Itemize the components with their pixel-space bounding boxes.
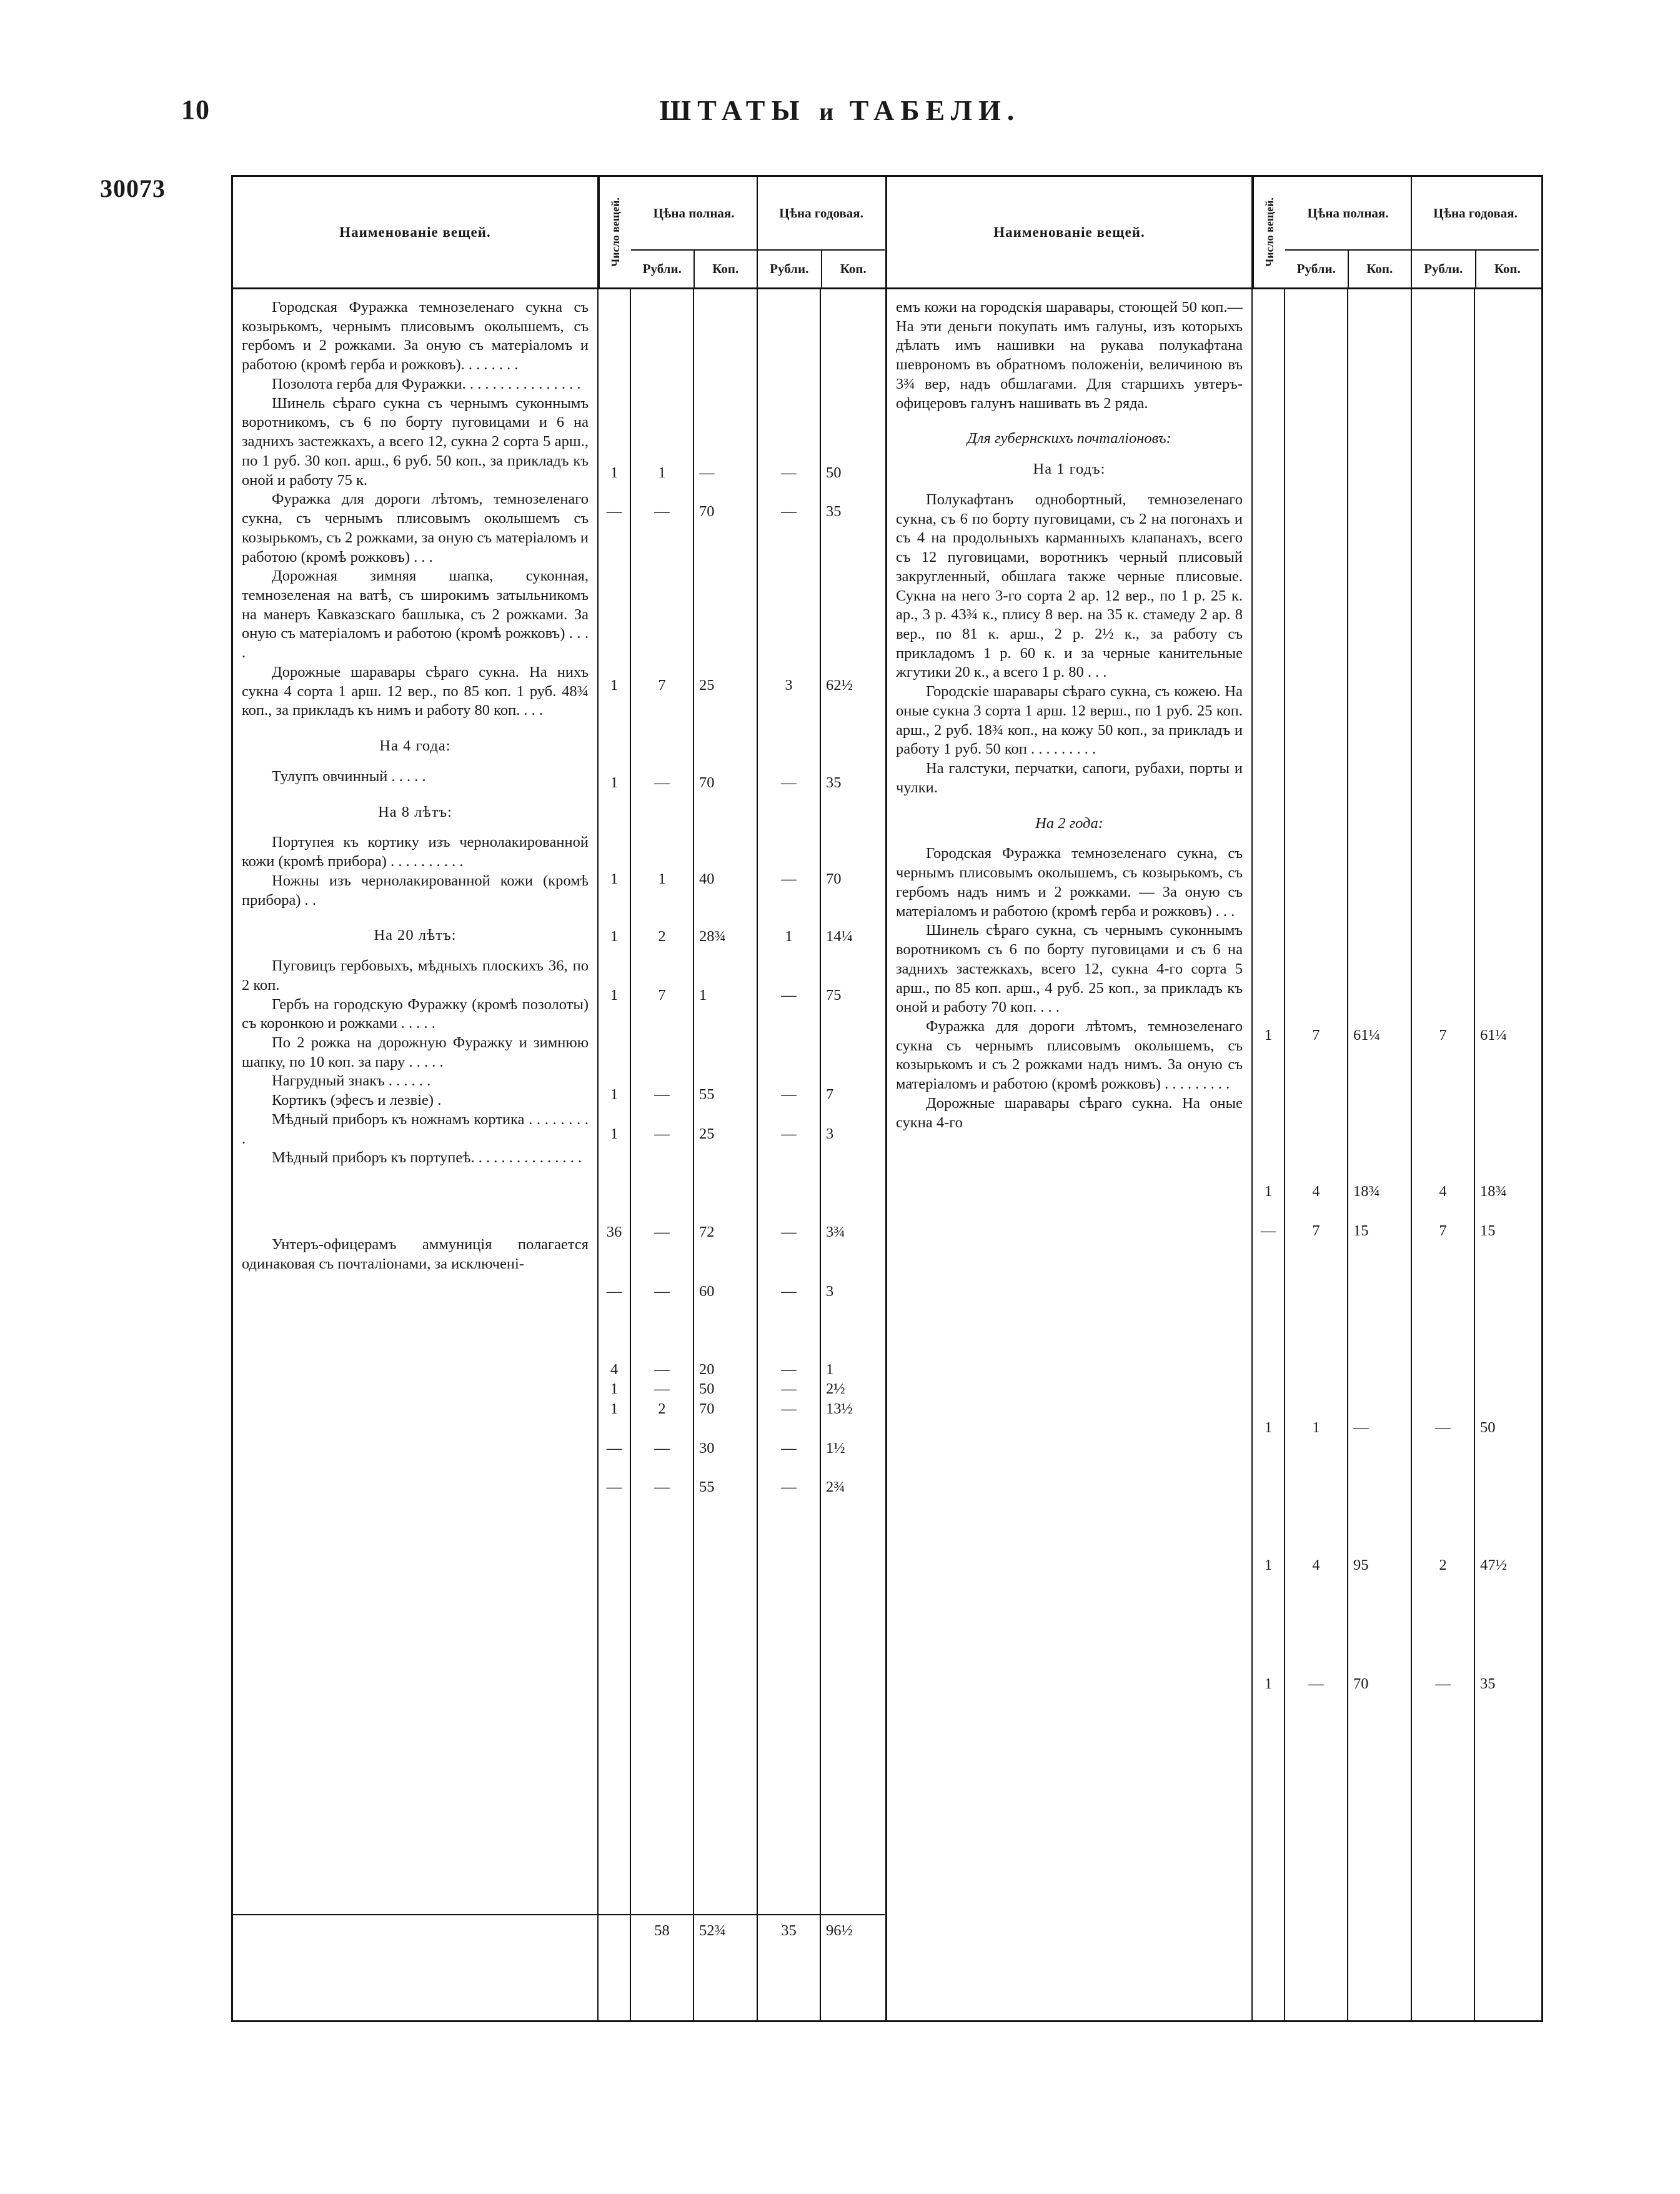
list-item: Дорожная зимняя шапка, суконная, темнозеленая на ватѣ, съ широкимъ затыльникомъ на манеръ Кавказскаго башлыка, съ 2 рожками. За оную съ матеріаломъ и работою (кромѣ рожковъ) . . . . xyxy=(242,567,589,662)
cell-count: 1 xyxy=(1264,1675,1273,1692)
cell-kop-year: 35 xyxy=(826,774,842,791)
cell-count: 1 xyxy=(1264,1419,1273,1436)
left-count-column xyxy=(599,289,631,2020)
cell-rub-year: — xyxy=(781,1086,797,1103)
cell-rub-year: 7 xyxy=(1439,1222,1447,1239)
cell-rub-year: 7 xyxy=(1439,1027,1447,1044)
cell-rub-full: — xyxy=(654,1125,670,1142)
cell-count: 1 xyxy=(610,464,619,481)
cell-rub-year: 4 xyxy=(1439,1183,1447,1200)
cell-kop-full: 25 xyxy=(699,677,715,694)
left-text-column xyxy=(233,289,599,2020)
cell-rub-full: — xyxy=(654,1224,670,1240)
list-item: Мѣдный приборъ къ ножнамъ кортика . . . . . . . . . xyxy=(242,1110,589,1147)
cell-rub-year: 1 xyxy=(785,928,793,945)
cell-count: — xyxy=(606,1478,622,1495)
cell-kop-year: 47½ xyxy=(1480,1557,1507,1573)
cell-count: — xyxy=(606,1283,622,1300)
cell-rub-year: — xyxy=(781,1380,797,1397)
column-header-name-left: Наименованіе вещей. xyxy=(233,177,599,287)
cell-kop-year: 18¾ xyxy=(1480,1183,1507,1200)
list-item: Кортикъ (эфесъ и лезвіе) . xyxy=(272,1092,442,1109)
cell-kop-full: 40 xyxy=(699,870,715,887)
cell-rub-full: — xyxy=(654,1380,670,1397)
cell-kop-year: 70 xyxy=(826,870,842,887)
list-item: Мѣдный приборъ къ портупеѣ. . . . . . . . . . . . . . . xyxy=(272,1149,582,1167)
cell-kop-full: 55 xyxy=(699,1086,715,1103)
cell-kop-full: — xyxy=(699,464,715,481)
table-left-half xyxy=(233,177,887,2020)
section-title: Для губернскихъ почталіоновъ: xyxy=(967,430,1171,447)
cell-rub-year: — xyxy=(1435,1419,1451,1436)
cell-kop-year: 1 xyxy=(826,1361,834,1378)
list-item: Шинель сѣраго сукна съ чернымъ суконнымъ воротникомъ, съ 6 по борту пуговицами и 6 на заднихъ застежкахъ, а всего 12, сукна 2 сорта 5 арш., по 1 руб. 30 коп. арш., 6 руб. 50 коп., за прикладъ къ оной и работу 75 к. xyxy=(242,394,589,489)
cell-count: — xyxy=(606,503,622,520)
left-kop-full-column xyxy=(694,289,758,2020)
list-item: Городская Фуражка темнозеленаго сукна съ козырькомъ, чернымъ плисовымъ околышемъ, съ гербомъ и 2 рожками. За оную съ матеріаломъ и работою (кромѣ герба и рожковъ). . . . . . . . xyxy=(242,299,589,374)
price-year-label-left: Цѣна годовая. xyxy=(758,177,885,251)
price-year-label-right: Цѣна годовая. xyxy=(1412,177,1539,251)
cell-rub-year: — xyxy=(781,774,797,791)
cell-rub-full: — xyxy=(654,1361,670,1378)
right-count-column xyxy=(1253,289,1285,2020)
cell-rub-full: — xyxy=(654,774,670,791)
cell-kop-full: 18¾ xyxy=(1353,1183,1380,1200)
cell-kop-full: 28¾ xyxy=(699,928,726,945)
left-rub-year-column xyxy=(758,289,821,2020)
cell-kop-full: 50 xyxy=(699,1380,715,1397)
cell-count: 1 xyxy=(610,677,619,694)
cell-rub-year: — xyxy=(781,1283,797,1300)
list-item: Пуговицъ гербовыхъ, мѣдныхъ плоскихъ 36, по 2 коп. xyxy=(242,957,589,994)
cell-rub-year: — xyxy=(781,1224,797,1240)
subheading-8-years: На 8 лѣтъ: xyxy=(378,803,452,820)
right-rub-full-column xyxy=(1285,289,1348,2020)
page-title-second: ТАБЕЛИ. xyxy=(849,94,1021,126)
cell-kop-year: 2½ xyxy=(826,1380,845,1397)
column-header-price-year-right xyxy=(1412,177,1539,287)
table-body-left xyxy=(233,289,885,2020)
price-full-rub-right: Рубли. xyxy=(1285,251,1349,287)
cell-count: 1 xyxy=(610,1400,619,1417)
table-right-half xyxy=(887,177,1541,2020)
cell-kop-full: 61¼ xyxy=(1353,1027,1380,1044)
cell-rub-full: 2 xyxy=(658,1400,666,1417)
list-item: Фуражка для дороги лѣтомъ, темнозеленаго сукна съ чернымъ плисовымъ околышемъ, съ козырькомъ и съ 2 рожками надъ нимъ. За оную съ матеріаломъ и работою (кромѣ рожковъ) . . . . . . . . . xyxy=(896,1017,1243,1093)
list-item: Дорожные шаравары сѣраго сукна. На нихъ сукна 4 сорта 1 арш. 12 вер., по 85 коп. 1 руб. 48¾ коп., за прикладъ къ нимъ и работу 80 коп. . . . xyxy=(242,663,589,719)
left-rub-full-column xyxy=(631,289,694,2020)
list-item: На галстуки, перчатки, сапоги, рубахи, порты и чулки. xyxy=(896,760,1243,796)
total-kop-year: 96½ xyxy=(826,1922,853,1939)
cell-rub-full: — xyxy=(1308,1675,1324,1692)
cell-kop-full: 60 xyxy=(699,1283,715,1300)
cell-rub-year: — xyxy=(781,1361,797,1378)
column-header-count-left: Число вещей. xyxy=(599,177,631,287)
price-full-label-right: Цѣна полная. xyxy=(1285,177,1411,251)
cell-rub-full: 2 xyxy=(658,928,666,945)
cell-kop-year: 75 xyxy=(826,987,842,1004)
cell-rub-full: 7 xyxy=(658,987,666,1004)
cell-kop-full: 95 xyxy=(1353,1557,1369,1573)
cell-kop-full: 70 xyxy=(699,1400,715,1417)
cell-kop-full: 72 xyxy=(699,1224,715,1240)
cell-rub-full: 1 xyxy=(1312,1419,1320,1436)
cell-rub-year: — xyxy=(781,503,797,520)
list-item: Городская Фуражка темнозеленаго сукна, съ чернымъ плисовымъ околышемъ, съ козырькомъ, съ гербомъ надъ нимъ и 2 рожками. — За оную съ матеріаломъ и работою (кромѣ герба и рожковъ) . . . xyxy=(896,845,1243,920)
cell-rub-year: — xyxy=(1435,1675,1451,1692)
cell-kop-year: 50 xyxy=(1480,1419,1496,1436)
cell-rub-year: — xyxy=(781,1440,797,1457)
list-item: Тулупъ овчинный . . . . . xyxy=(272,767,426,785)
cell-rub-full: 4 xyxy=(1312,1557,1320,1573)
price-full-kop-left: Коп. xyxy=(712,261,739,276)
total-rub-year: 35 xyxy=(781,1922,797,1939)
price-full-kop-right: Коп. xyxy=(1366,261,1393,276)
list-item: Портупея къ кортику изъ чернолакированной кожи (кромѣ прибора) . . . . . . . . . . xyxy=(242,834,589,870)
cell-count: — xyxy=(1260,1222,1276,1239)
price-year-kop-left: Коп. xyxy=(840,261,867,276)
column-header-price-full-right xyxy=(1285,177,1412,287)
table-header-left xyxy=(233,177,885,289)
right-text-column xyxy=(887,289,1253,2020)
right-rub-year-column xyxy=(1412,289,1475,2020)
cell-kop-year: 35 xyxy=(826,503,842,520)
list-item: Шинель сѣраго сукна, съ чернымъ суконнымъ воротникомъ съ 6 по борту пуговицами и съ 6 на заднихъ застежкахъ, всего 12, сукна 4-го сорта 5 арш., по 85 коп. арш., 4 руб. 25 коп., за прикладъ къ оной и работу 70 коп. . . . xyxy=(896,922,1243,1016)
cell-rub-year: — xyxy=(781,1125,797,1142)
cell-kop-year: 1½ xyxy=(826,1440,845,1457)
cell-count: 1 xyxy=(610,1086,619,1103)
list-item: Городскіе шаравары сѣраго сукна, съ кожею. На оные сукна 3 сорта 1 арш. 12 верш., по 1 руб. 25 коп. арш., 2 руб. 18¾ коп., на кожу 50 коп., за прикладъ и работу 1 руб. 50 коп . . . . . . . . . xyxy=(896,683,1243,758)
cell-kop-year: 3 xyxy=(826,1283,834,1300)
cell-rub-year: — xyxy=(781,987,797,1004)
continuation-paragraph: емъ кожи на городскія шаравары, стоющей 50 коп.—На эти деньги покупать имъ галуны, изъ которыхъ дѣлать имъ нашивки на рукава полукафтана шеврономъ въ обратномъ положеніи, величиною въ 3¾ вер, надъ обшлагами. Для старшихъ увтеръ-офицеровъ галунъ нашивать въ 2 ряда. xyxy=(896,299,1243,412)
cell-kop-year: 61¼ xyxy=(1480,1027,1507,1044)
cell-count: 1 xyxy=(1264,1027,1273,1044)
right-kop-full-column xyxy=(1348,289,1412,2020)
cell-kop-full: 15 xyxy=(1353,1222,1369,1239)
cell-count: 1 xyxy=(1264,1183,1273,1200)
list-item: Ножны изъ чернолакированной кожи (кромѣ прибора) . . xyxy=(242,872,589,909)
list-item: Позолота герба для Фуражки. . . . . . . . . . . . . . . . xyxy=(272,375,581,392)
price-full-rub-left: Рубли. xyxy=(631,251,695,287)
cell-kop-full: 30 xyxy=(699,1440,715,1457)
subheading-4-years: На 4 года: xyxy=(379,737,451,755)
cell-rub-full: — xyxy=(654,1478,670,1495)
cell-kop-full: 20 xyxy=(699,1361,715,1378)
page-title-conjunction: и xyxy=(819,97,837,126)
page-header xyxy=(0,94,1680,137)
list-item: Полукафтанъ однобортный, темнозеленаго сукна, съ 6 по борту пуговицами, съ 2 на погонахъ и съ 4 на продольныхъ карманныхъ клапанахъ, всего съ 12 пуговицами, воротникъ черный плисовый закругленный, обшлага также черные плисовые. Сукна на него 3-го сорта 2 ар. 12 вер., по 1 р. 25 к. ар., 3 р. 43¾ к., плису 8 вер. на 35 к. стамеду 2 ар. 8 вер., по 81 к. арш., 2 р. 2½ к., за работу съ прикладомъ 1 р. 60 к. и за черные канительные жгутики 20 к., а всего 1 р. 80 . . . xyxy=(896,491,1243,681)
cell-rub-full: — xyxy=(654,1440,670,1457)
list-item: Фуражка для дороги лѣтомъ, темнозеленаго сукна, съ чернымъ плисовымъ околышемъ съ козырькомъ, съ 2 рожками, за оную съ матеріаломъ и работою (кромѣ рожковъ) . . . xyxy=(242,491,589,566)
cell-kop-year: 14¼ xyxy=(826,928,853,945)
cell-rub-full: — xyxy=(654,1086,670,1103)
cell-kop-year: 35 xyxy=(1480,1675,1496,1692)
cell-kop-year: 15 xyxy=(1480,1222,1496,1239)
continuation-tail: Дорожные шаравары сѣраго сукна. На оные сукна 4-го xyxy=(896,1094,1243,1131)
cell-rub-year: — xyxy=(781,870,797,887)
cell-kop-year: 7 xyxy=(826,1086,834,1103)
cell-rub-year: 3 xyxy=(785,677,793,694)
list-item: По 2 рожка на дорожную Фуражку и зимнюю шапку, по 10 коп. за пару . . . . . xyxy=(242,1034,589,1070)
cell-rub-full: 1 xyxy=(658,464,666,481)
table-body-right xyxy=(887,289,1541,2020)
folio-number: 10 xyxy=(181,94,210,125)
column-header-count-right: Число вещей. xyxy=(1253,177,1285,287)
cell-count: 1 xyxy=(610,870,619,887)
footnote-text: Унтеръ-офицерамъ аммуниція полагается одинаковая съ почталіонами, за исключені- xyxy=(242,1236,589,1272)
price-year-kop-right: Коп. xyxy=(1494,261,1521,276)
cell-count: 1 xyxy=(1264,1557,1273,1573)
list-item: Нагрудный знакъ . . . . . . xyxy=(272,1072,431,1090)
list-item: Гербъ на городскую Фуражку (кромѣ позолоты) съ коронкою и рожками . . . . . xyxy=(242,995,589,1032)
cell-rub-year: — xyxy=(781,1478,797,1495)
price-full-label-left: Цѣна полная. xyxy=(631,177,757,251)
staff-table xyxy=(231,175,1543,2022)
subheading-2-years: На 2 года: xyxy=(1035,814,1103,832)
cell-rub-full: 1 xyxy=(658,870,666,887)
right-kop-year-column xyxy=(1475,289,1539,2020)
cell-kop-year: 50 xyxy=(826,464,842,481)
cell-kop-year: 13½ xyxy=(826,1400,853,1417)
cell-kop-year: 3¾ xyxy=(826,1224,845,1240)
price-year-rub-right: Рубли. xyxy=(1412,251,1476,287)
cell-kop-full: 55 xyxy=(699,1478,715,1495)
cell-count: 4 xyxy=(610,1361,619,1378)
cell-count: 36 xyxy=(606,1224,622,1240)
cell-rub-full: — xyxy=(654,503,670,520)
page-title xyxy=(0,94,1680,127)
cell-rub-year: 2 xyxy=(1439,1557,1447,1573)
cell-kop-full: 25 xyxy=(699,1125,715,1142)
subheading-1-year: На 1 годъ: xyxy=(1033,461,1106,478)
left-kop-year-column xyxy=(821,289,885,2020)
cell-kop-full: — xyxy=(1353,1419,1369,1436)
cell-count: — xyxy=(606,1440,622,1457)
cell-count: 1 xyxy=(610,1125,619,1142)
cell-rub-full: — xyxy=(654,1283,670,1300)
cell-kop-full: 70 xyxy=(1353,1675,1369,1692)
cell-count: 1 xyxy=(610,987,619,1004)
cell-rub-year: — xyxy=(781,464,797,481)
cell-kop-full: 70 xyxy=(699,503,715,520)
price-year-rub-left: Рубли. xyxy=(758,251,822,287)
column-header-price-full-left xyxy=(631,177,758,287)
cell-kop-full: 1 xyxy=(699,987,707,1004)
page-title-main: ШТАТЫ xyxy=(659,94,806,126)
cell-kop-year: 3 xyxy=(826,1125,834,1142)
cell-count: 1 xyxy=(610,1380,619,1397)
table-header-right xyxy=(887,177,1541,289)
cell-kop-full: 70 xyxy=(699,774,715,791)
document-number: 30073 xyxy=(100,174,166,202)
cell-rub-year: — xyxy=(781,1400,797,1417)
cell-count: 1 xyxy=(610,928,619,945)
cell-rub-full: 7 xyxy=(1312,1027,1320,1044)
total-rub-full: 58 xyxy=(654,1922,670,1939)
cell-rub-full: 7 xyxy=(1312,1222,1320,1239)
cell-count: 1 xyxy=(610,774,619,791)
column-header-name-right: Наименованіе вещей. xyxy=(887,177,1253,287)
cell-kop-year: 62½ xyxy=(826,677,853,694)
cell-rub-full: 4 xyxy=(1312,1183,1320,1200)
column-header-price-year-left xyxy=(758,177,885,287)
cell-rub-full: 7 xyxy=(658,677,666,694)
cell-kop-year: 2¾ xyxy=(826,1478,845,1495)
subheading-20-years: На 20 лѣтъ: xyxy=(374,927,457,944)
total-kop-full: 52¾ xyxy=(699,1922,726,1939)
